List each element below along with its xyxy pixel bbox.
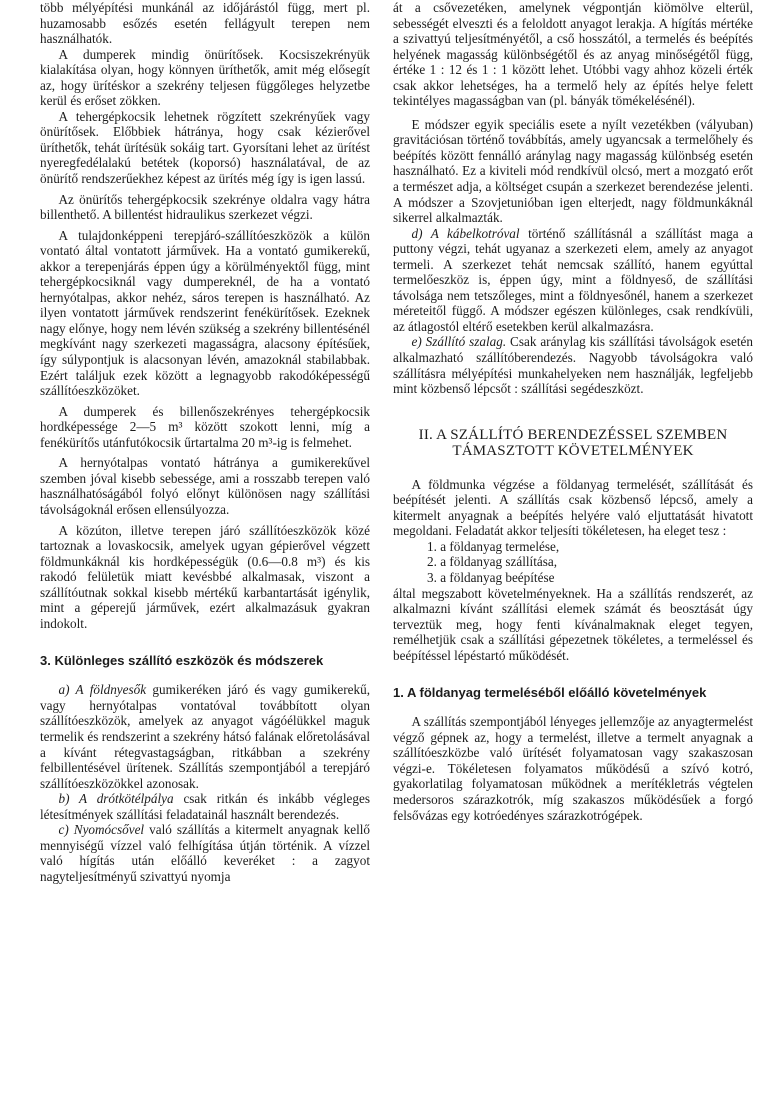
paragraph: A közúton, illetve terepen járó szállítóeszközök közé tartoznak a lovaskocsik, amelyek ugyan gépierővel végzett földmunkáknál kis hordképességük (0.6—0.8 m³) és kis rakodó felületük miatt kevésbbé alkalmasak, viszont a szállítóutnak sokkal kisebb mértékű karbantartását igénylik, mint a géperejű járművek, ezért alkalmazásuk gyakran indokolt. <box>40 522 370 631</box>
paragraph: több mélyépítési munkánál az időjárástól függ, mert pl. huzamosabb esőzés esetén fellágyult terepen nem használhatók. <box>40 0 370 47</box>
paragraph: A földmunka végzése a földanyag termelését, szállítását és beépítését jelenti. A szállítás csak közbenső lépcső, amely a kitermelt anyagnak a beépítés helyére való eljuttatását hivatott megoldani. Feladatát akkor teljesíti tökéletesen, ha eleget tesz : <box>393 476 753 539</box>
paragraph <box>40 822 370 884</box>
paragraph-label: e) Szállító szalag. <box>411 334 507 350</box>
right-column <box>393 0 753 823</box>
paragraph: A hernyótalpas vontató hátránya a gumikerekűvel szemben jóval kisebb sebessége, ami a rosszabb terepen való használhatóságából folyó előnyt különösen nagy szállítási távolságoknál erősen ellensúlyozza. <box>40 455 370 517</box>
paragraph-text: történő szállításnál a szállítást maga a puttony végzi, tehát ugyanaz a szerkezeti elem, amely az anyagot termeli. A szerkezet tehát nemcsak szállító, hanem egyúttal termelőeszköz is, éppen úgy, mint a földnyeső, de szállítási távolsága nem tetszőleges, mint a földnyesőnél, hanem a szerkezet méreteitől függő. A módszer egészen különleges, csak rendkívüli, az átlagostól eltérő esetekben kerül alkalmazásra. <box>393 225 753 334</box>
list-item: 3. a földanyag beépítése <box>427 569 555 585</box>
paragraph: A szállítás szempontjából lényeges jellemzője az anyagtermelést végző gépnek az, hogy a termelést, illetve a termelt anyagnak a szállítóeszközbe való ürítését folyamatosan vagy szakaszosan végzi-e. Tökéletesen folyamatos működésű a szívó kotró, gyakorlatilag folyamatosan működnek a merítékletrás végtelen medersoros szárazkotrók, míg szakaszos működésűek a forgó felsővázas egy kotróedényes szárazkotrógépek. <box>393 714 753 823</box>
paragraph: A tehergépkocsik lehetnek rögzített szekrényűek vagy önürítősek. Előbbiek hátránya, hogy csak kézierővel üríthetők, tehát ürítésük sokáig tart. Gyorsítani lehet az ürítést nyeregfedélalakú betétek (koporsó) használatával, de az önürítő rendszerűekhez képest az ürítés még így is igen lassú. <box>40 108 370 187</box>
paragraph: által megszabott követelményeknek. Ha a szállítás rendszerét, az alkalmazni kívánt szállítási elemek számát és beosztását úgy terveztük meg, hogy fenti kívánalmaknak eleget tegyen, remélhetjük csak a szállítási gépezetnek tökéletes, a termeléssel és beépítéssel lépéstartó működését. <box>393 585 753 663</box>
paragraph-label: c) Nyomócsővel <box>58 822 145 838</box>
paragraph: át a csővezetéken, amelynek végpontján kiömölve elterül, sebességét elveszti és a feloldott anyagot lerakja. A hígítás mértéke a szivattyú teljesítményétől, a cső hosszától, a termelés és beépítés helyének magasság különbségétől és az anyag minőségétől függ, értéke 1 : 12 és 1 : 1 között lehet. Utóbbi vagy ahhoz közeli érték csak akkor lehetséges, ha a termelő hely az építés helye felett tekintélyes magasságban van (pl. bányák tömékelésénél). <box>393 0 753 109</box>
list-item: 2. a földanyag szállítása, <box>427 554 557 570</box>
paragraph-text: gumikeréken járó és vagy gumikerekű, vagy hernyótalpas vontatóval továbbított olyan szállítóeszközök, amelyek az anyagot vágóélükkel maguk termelik és rendszerint a szekrény hátsó falának előretolásával a kívánt rétegvastagságban, ritkábban a szekrény felbillentésével ürítenek. Szállítás szempontjából a terepjáró szállítóeszközökkel azonosak. <box>40 682 370 791</box>
paragraph-label: a) A földnyesők <box>58 682 147 698</box>
paragraph: A tulajdonképpeni terepjáró-szállítóeszközök a külön vontató által vontatott járművek. Ha a vontató gumikerekű, akkor a terepenjárás éppen úgy a körülményektől függ, mint tehergépkocsiknál vagy dumpereknél, de ha a vontató hernyótalpas, akkor nehéz, sáros terepen is használható. Az ilyen vontatott járművek rendszerint fenékürítősek. Ezeknek nagy előnye, hogy nem lévén szükség a szekrény billentésénél megkívánt nagy szerkezeti magasságra, alacsony építésűek, így súlypontjuk is alacsonyan lévén, amazoknál stabilabbak. Ezért találjuk ezek között a legnagyobb rakodóképességű szállítóeszközöket. <box>40 227 370 399</box>
paragraph: A dumperek mindig önürítősek. Kocsiszekrényük kialakítása olyan, hogy könnyen üríthetők, amit még elősegít az, hogy ürítéskor a szekrény teljesen függőleges helyzetbe kerül és erőset zökken. <box>40 46 370 109</box>
paragraph <box>393 226 753 335</box>
paragraph-text: csak ritkán és inkább végleges létesítmények szállítási feladatainál használt berendezés. <box>40 791 370 822</box>
paragraph <box>393 334 753 396</box>
paragraph: A dumperek és billenőszekrényes tehergépkocsik hordképessége 2—5 m³ között szokott lenni, míg a fenékürítős utánfutókocsik űrtartalma 20 m³-ig is felmehet. <box>40 403 370 450</box>
paragraph-text: Csak aránylag kis szállítási távolságok esetén alkalmazható szállítóberendezés. Nagyobb távolságokra való szállításra mélyépítési munkahelyeken nem használják, legfeljebb mint közbenső lépcsőt : szállítási segédeszközt. <box>393 334 753 397</box>
list-item: 1. a földanyag termelése, <box>427 538 560 554</box>
paragraph: E módszer egyik speciális esete a nyílt vezetékben (vályuban) gravitációsan történő továbbítás, amely ugyancsak a termelőhely és beépítés között fennálló aránylag nagy magasság különbség esetén használható. Ez a kiviteli mód rendkívül olcsó, mert a mozgató erőt a természet adja, a költséget csupán a szerkezet berendezése jelenti. A módszer a Szovjetunióban igen elterjedt, nagy földmunkáknál sikerrel alkalmazták. <box>393 116 753 226</box>
section-heading: 3. Különleges szállító eszközök és módszerek <box>40 653 324 669</box>
paragraph: Az önürítős tehergépkocsik szekrénye oldalra vagy hátra billenthető. A billentést hidraulikus szerkezet végzi. <box>40 191 370 223</box>
paragraph-label: d) A kábelkotróval <box>411 225 520 241</box>
paragraph <box>40 791 370 822</box>
paragraph-label: b) A drótkötélpálya <box>58 791 174 807</box>
section-heading: 1. A földanyag termeléséből előálló követelmények <box>393 685 707 701</box>
requirements-list <box>393 539 753 586</box>
left-column <box>40 0 370 884</box>
paragraph-text: való szállítás a kitermelt anyagnak kellő mennyiségű vízzel való felhígítása útján történik. A vízzel való hígítás után előálló keveréket : a zagyot nagyteljesítményű szivattyú nyomja <box>40 822 370 884</box>
chapter-heading: II. A SZÁLLÍTÓ BERENDEZÉSSEL SZEMBEN TÁMASZTOTT KÖVETELMÉNYEK <box>418 426 728 459</box>
paragraph <box>40 682 370 791</box>
